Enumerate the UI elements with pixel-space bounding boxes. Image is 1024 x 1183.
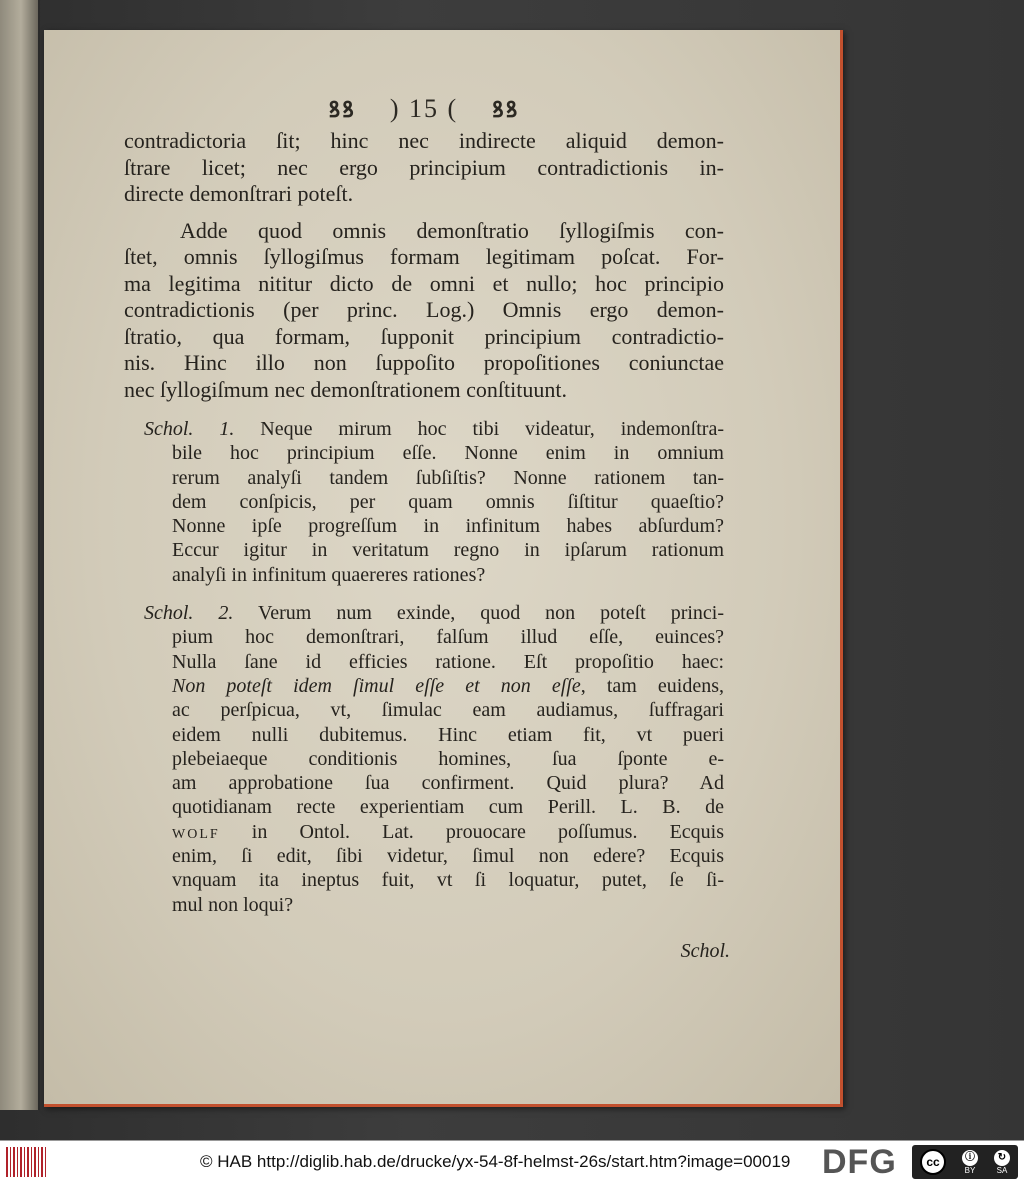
hab-logo-icon [6,1147,46,1177]
cc-icon: cc [920,1149,946,1175]
text-line: Nulla ſane id efficies ratione. Eſt propoſitio haec: [172,650,724,673]
sa-block [994,1150,1010,1175]
text-line [144,601,724,625]
scholium-text: Verum num exinde, quod non poteſt princi- [258,602,724,625]
text-line: ma legitima nititur dicto de omni et nullo; hoc principio [124,270,724,296]
text-line [172,820,724,844]
scholium-1 [124,417,724,587]
catchword: Schol. [680,940,730,962]
scholium-text: in Ontol. Lat. prouocare poſſumus. Ecquis [251,820,724,843]
text-line: dem conſpicis, per quam omnis ſiſtitur quaeſtio? [172,490,724,513]
text-line [172,674,724,698]
text-line: mul non loqui? [172,893,294,916]
text-line: ſtratio, qua formam, ſupponit principium contradictio- [124,323,724,349]
left-ornament: ꝸꝸ [328,97,356,122]
page-number: ) 15 ( [389,94,459,123]
footer-bar [0,1140,1024,1183]
text-line: nis. Hinc illo non ſuppoſito propoſitiones coniunctae [124,350,724,375]
text-line: pium hoc demonſtrari, falſum illud eſſe, euinces? [172,626,724,649]
text-line: quotidianam recte experientiam cum Perill. L. B. de [172,796,724,819]
source-link[interactable]: © HAB http://diglib.hab.de/drucke/yx-54-8f-helmst-26s/start.htm?image=00019 [200,1152,791,1171]
text-line: analyſi in infinitum quaereres rationes? [172,563,486,586]
text-line: vnquam ita ineptus fuit, vt ſi loquatur, putet, ſe ſi- [172,869,724,892]
scholium-2 [124,601,724,917]
author-name: wolf [172,820,220,843]
text-line: am approbatione ſua confirment. Quid plura? Ad [172,772,724,795]
dfg-logo: DFG [822,1143,897,1181]
text-line: ac perſpicua, vt, ſimulac eam audiamus, ſuffragari [172,699,724,722]
running-head [124,94,724,124]
text-line: ſtrare licet; nec ergo principium contradictionis in- [124,154,724,180]
paragraph-2 [124,218,724,404]
paragraph-1 [124,128,724,208]
scholium-text: , tam euidens, [580,674,724,697]
text-line: Nonne ipſe progreſſum in infinitum habes abſurdum? [172,515,724,538]
by-label: BY [964,1165,976,1175]
text-line: contradictoria ſit; hinc nec indirecte aliquid demon- [124,128,724,153]
italic-proposition: Non poteſt idem ſimul eſſe et non eſſe [172,674,581,697]
text-line: nec ſyllogiſmum nec demonſtrationem conſtituunt. [124,376,567,402]
text-line: contradictionis (per princ. Log.) Omnis ergo demon- [124,297,724,322]
facing-page-edge [0,0,40,1110]
text-line: rerum analyſi tandem ſubſiſtis? Nonne rationem tan- [172,466,724,489]
scholium-label: Schol. 1. [144,418,235,440]
book-page [44,30,843,1107]
text-line: ſtet, omnis ſyllogiſmus formam legitimam poſcat. For- [124,244,724,269]
text-line: directe demonſtrari poteſt. [124,181,354,206]
sa-label: SA [996,1165,1008,1175]
scholium-label: Schol. 2. [144,602,234,625]
text-line: Eccur igitur in veritatum regno in ipſarum rationum [172,539,724,562]
text-line [144,417,724,441]
right-ornament: ꝸꝸ [492,97,520,122]
cc-license-badge[interactable] [912,1145,1018,1179]
text-line: Adde quod omnis demonſtratio ſyllogiſmis con- [180,217,724,243]
by-block [962,1150,978,1175]
person-icon: ⓘ [962,1150,978,1166]
text-line: enim, ſi edit, ſibi videtur, ſimul non edere? Ecquis [172,845,724,868]
text-line: eidem nulli dubitemus. Hinc etiam fit, vt pueri [172,723,724,746]
share-alike-icon: ↻ [994,1150,1010,1166]
text-line: bile hoc principium eſſe. Nonne enim in omnium [172,442,724,465]
scholium-text: Neque mirum hoc tibi videatur, indemonſtra- [260,418,724,440]
page-content [124,94,730,962]
text-line: plebeiaeque conditionis homines, ſua ſponte e- [172,747,724,770]
